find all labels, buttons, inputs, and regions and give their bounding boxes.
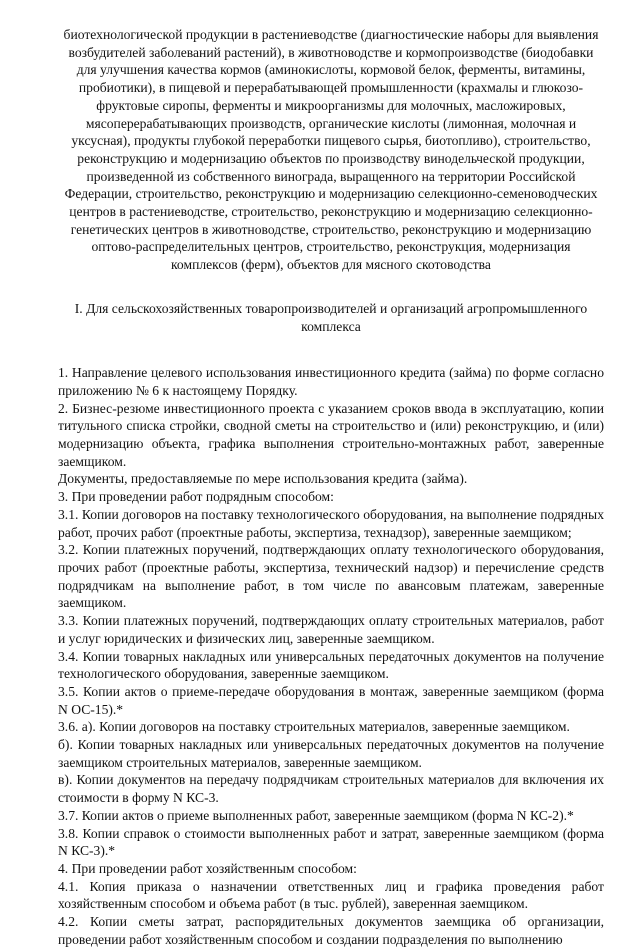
list-item: 2. Бизнес-резюме инвестиционного проекта с указанием сроков ввода в эксплуатацию, копии титульного списка стройки, сводной сметы на строительство и (или) реконструкцию, и (или) модернизацию объекта, графика выполнения строительно-монтажных работ, заверенные заемщиком. (58, 400, 604, 469)
requirements-list (58, 364, 604, 948)
list-item: 4.1. Копия приказа о назначении ответственных лиц и графика проведения работ хозяйственным способом и объема работ (в тыс. рублей), заверенная заемщиком. (58, 878, 604, 912)
list-item: б). Копии товарных накладных или универсальных передаточных документов на получение заемщиком строительных материалов, заверенные заемщиком. (58, 737, 604, 770)
list-item: в). Копии документов на передачу подрядчикам строительных материалов для включения их стоимости в форму N КС-3. (58, 772, 604, 806)
list-item: 4. При проведении работ хозяйственным способом: (58, 860, 357, 876)
document-page (58, 26, 604, 948)
intro-paragraph: биотехнологической продукции в растениеводстве (диагностические наборы для выявления возбудителей заболеваний растений), в животноводстве и кормопроизводстве (биодобавки для улучшения качества кормов (аминокислоты, кормовой белок, ферменты, витамины, пробиотики), в пищевой и перерабатывающей промышленности (крахмалы и глюкозо-фруктовые сиропы, ферменты и микроорганизмы для молочных, масложировых, мясоперерабатывающих производств, органические кислоты (лимонная, молочная и уксусная), продукты глубокой переработки пищевого сырья, биотопливо), строительство, реконструкцию и модернизацию объектов по производству винодельческой продукции, произведенной из собственного винограда, выращенного на территории Российской Федерации, строительство, реконструкцию и модернизацию селекционно-семеноводческих центров в растениеводстве, строительство, реконструкцию и модернизацию селекционно-генетических центров в животноводстве, строительство, реконструкцию и модернизацию оптово-распределительных центров, строительство, реконструкция, модернизация комплексов (ферм), объектов для мясного скотоводства (63, 27, 599, 273)
list-item: Документы, предоставляемые по мере использования кредита (займа). (58, 471, 468, 487)
list-item: 3.1. Копии договоров на поставку технологического оборудования, на выполнение подрядных работ, прочих работ (проектные работы, экспертиза, технадзор), заверенные заемщиком; (58, 506, 604, 540)
list-item: 3.7. Копии актов о приеме выполненных работ, заверенные заемщиком (форма N КС-2).* (58, 807, 574, 823)
list-item: 3.5. Копии актов о приеме-передаче оборудования в монтаж, заверенные заемщиком (форма N ОС-15).* (58, 683, 604, 717)
list-item: 1. Направление целевого использования инвестиционного кредита (займа) по форме согласно приложению № 6 к настоящему Порядку. (58, 365, 604, 398)
list-item: 4.2. Копии сметы затрат, распорядительных документов заемщика об организации, проведении работ хозяйственным способом и создании подразделения по выполнению (58, 914, 604, 947)
list-item: 3.8. Копии справок о стоимости выполненных работ и затрат, заверенные заемщиком (форма N КС-3).* (58, 825, 604, 859)
section-heading: I. Для сельскохозяйственных товаропроизводителей и организаций агропромышленного комплекса (74, 300, 588, 334)
list-item: 3. При проведении работ подрядным способом: (58, 489, 334, 505)
list-item: 3.3. Копии платежных поручений, подтверждающих оплату строительных материалов, работ и услуг юридических и физических лиц, заверенные заемщиком. (58, 613, 604, 646)
list-item: 3.2. Копии платежных поручений, подтверждающих оплату технологического оборудования, прочих работ (проектные работы, экспертиза, технический надзор) и перечисление средств подрядчикам на выполнение работ, в том числе по авансовым платежам, заверенные заемщиком. (58, 542, 604, 611)
list-item: 3.6. а). Копии договоров на поставку строительных материалов, заверенные заемщиком. (58, 719, 570, 735)
list-item: 3.4. Копии товарных накладных или универсальных передаточных документов на получение технологического оборудования, заверенные заемщиком. (58, 648, 604, 682)
